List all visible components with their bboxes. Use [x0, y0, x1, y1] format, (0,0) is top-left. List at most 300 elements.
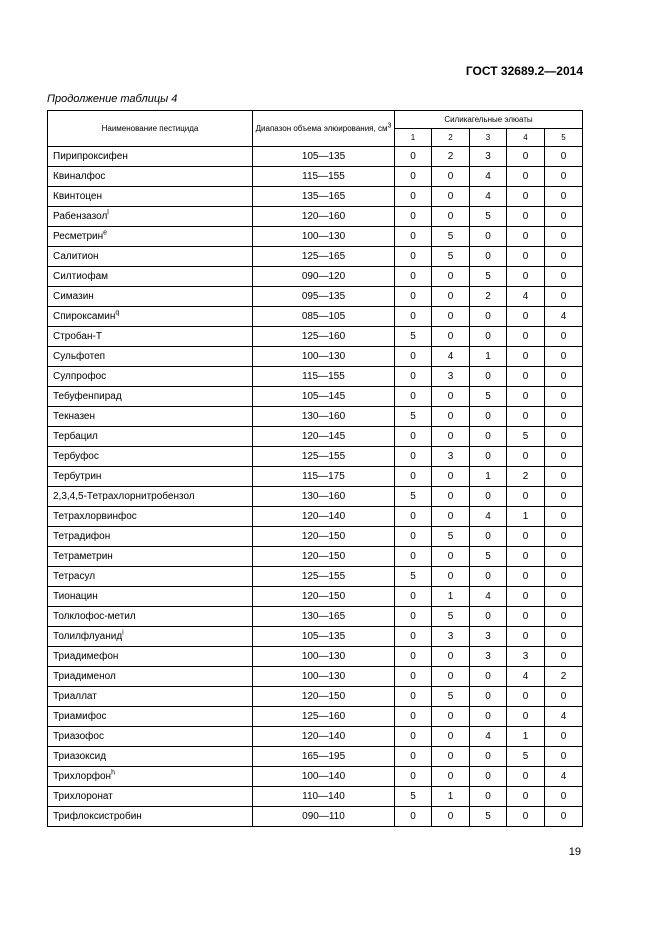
eluate-value-5: 0 — [545, 147, 583, 167]
eluate-value-4: 3 — [507, 647, 545, 667]
elution-range: 085—105 — [253, 307, 395, 327]
eluate-value-5: 2 — [545, 667, 583, 687]
eluate-value-1: 0 — [395, 727, 432, 747]
pesticide-name-text: 2,3,4,5-Тетрахлорнитробензол — [53, 491, 195, 502]
footnote-mark: l — [107, 209, 109, 217]
elution-range: 100—130 — [253, 227, 395, 247]
eluate-value-1: 0 — [395, 387, 432, 407]
eluate-value-1: 0 — [395, 507, 432, 527]
eluate-value-4: 0 — [507, 447, 545, 467]
eluate-value-3: 0 — [470, 487, 507, 507]
eluate-value-1: 0 — [395, 347, 432, 367]
pesticide-name-text: Триадимефон — [53, 651, 119, 662]
eluate-value-4: 0 — [507, 687, 545, 707]
pesticide-name — [48, 447, 253, 467]
pesticide-name-text: Тионацин — [53, 591, 98, 602]
elution-range: 090—110 — [253, 807, 395, 827]
eluate-value-5: 0 — [545, 507, 583, 527]
pesticide-name-text: Сулпрофос — [53, 371, 107, 382]
table-row — [48, 607, 583, 627]
pesticide-name — [48, 807, 253, 827]
eluate-value-4: 0 — [507, 227, 545, 247]
header-pesticide-name: Наименование пестицида — [48, 111, 253, 147]
footnote-mark: q — [115, 309, 120, 317]
table-row — [48, 647, 583, 667]
eluate-value-4: 0 — [507, 407, 545, 427]
eluate-value-3: 0 — [470, 327, 507, 347]
eluate-value-4: 0 — [507, 187, 545, 207]
header-elution-range-sup: 3 — [387, 122, 392, 130]
eluate-value-5: 0 — [545, 187, 583, 207]
eluate-value-4: 4 — [507, 667, 545, 687]
eluate-value-1: 5 — [395, 407, 432, 427]
eluate-value-4: 0 — [507, 347, 545, 367]
pesticide-name-text: Стробан-Т — [53, 331, 102, 342]
pesticide-name-text: Рабензазол — [53, 211, 108, 222]
pesticide-name-text: Тетрасул — [53, 571, 96, 582]
eluate-value-4: 2 — [507, 467, 545, 487]
pesticide-name-text: Сульфотеп — [53, 351, 106, 362]
eluate-value-2: 0 — [432, 307, 470, 327]
page-number: 19 — [568, 846, 581, 858]
standard-number: ГОСТ 32689.2—2014 — [465, 64, 583, 78]
elution-range: 115—155 — [253, 367, 395, 387]
pesticide-name-text: Тетраметрин — [53, 551, 113, 562]
eluate-value-3: 3 — [470, 627, 507, 647]
pesticide-name-text: Трихлорфон — [53, 771, 112, 782]
pesticide-name — [48, 767, 253, 787]
pesticide-name — [48, 567, 253, 587]
header-eluate-1: 1 — [395, 129, 432, 147]
eluate-value-4: 0 — [507, 627, 545, 647]
eluate-value-1: 0 — [395, 707, 432, 727]
eluate-value-1: 0 — [395, 447, 432, 467]
header-eluates: Силикагельные элюаты — [395, 111, 583, 129]
pesticide-name-text: Квиналфос — [53, 171, 106, 182]
eluate-value-3: 0 — [470, 247, 507, 267]
eluate-value-2: 0 — [432, 507, 470, 527]
eluate-value-2: 0 — [432, 547, 470, 567]
eluate-value-5: 0 — [545, 367, 583, 387]
elution-range: 100—130 — [253, 347, 395, 367]
eluate-value-3: 5 — [470, 387, 507, 407]
eluate-value-3: 3 — [470, 647, 507, 667]
pesticide-name — [48, 407, 253, 427]
eluate-value-3: 5 — [470, 267, 507, 287]
elution-range: 130—160 — [253, 407, 395, 427]
table-row — [48, 387, 583, 407]
pesticide-name — [48, 647, 253, 667]
pesticide-name — [48, 747, 253, 767]
eluate-value-5: 0 — [545, 647, 583, 667]
eluate-value-3: 3 — [470, 147, 507, 167]
eluate-value-5: 0 — [545, 627, 583, 647]
footnote-mark: e — [103, 229, 108, 237]
elution-range: 110—140 — [253, 787, 395, 807]
eluate-value-2: 0 — [432, 667, 470, 687]
eluate-value-2: 0 — [432, 807, 470, 827]
eluate-value-5: 0 — [545, 387, 583, 407]
eluate-value-2: 0 — [432, 387, 470, 407]
pesticide-name-text: Трихлоронат — [53, 791, 113, 802]
elution-range: 090—120 — [253, 267, 395, 287]
eluate-value-1: 0 — [395, 187, 432, 207]
table-row — [48, 587, 583, 607]
eluate-value-2: 5 — [432, 687, 470, 707]
elution-range: 115—155 — [253, 167, 395, 187]
pesticide-name-text: Симазин — [53, 291, 94, 302]
eluate-value-2: 0 — [432, 467, 470, 487]
eluate-value-5: 0 — [545, 407, 583, 427]
elution-range: 105—135 — [253, 627, 395, 647]
pesticide-name-text: Триазофос — [53, 731, 104, 742]
eluate-value-3: 0 — [470, 307, 507, 327]
eluate-value-4: 0 — [507, 767, 545, 787]
eluate-value-5: 4 — [545, 307, 583, 327]
elution-range: 125—155 — [253, 447, 395, 467]
eluate-value-5: 0 — [545, 227, 583, 247]
table-row — [48, 747, 583, 767]
eluate-value-2: 0 — [432, 167, 470, 187]
pesticide-name-text: Тербацил — [53, 431, 98, 442]
eluate-value-3: 4 — [470, 587, 507, 607]
eluate-value-5: 0 — [545, 727, 583, 747]
table-row — [48, 267, 583, 287]
eluate-value-4: 4 — [507, 287, 545, 307]
eluate-value-4: 0 — [507, 147, 545, 167]
eluate-value-3: 0 — [470, 607, 507, 627]
eluate-value-2: 1 — [432, 587, 470, 607]
eluate-value-5: 0 — [545, 587, 583, 607]
elution-range: 125—165 — [253, 247, 395, 267]
eluate-value-2: 0 — [432, 207, 470, 227]
eluate-value-1: 5 — [395, 327, 432, 347]
eluate-value-3: 2 — [470, 287, 507, 307]
pesticide-name — [48, 147, 253, 167]
eluate-value-5: 0 — [545, 487, 583, 507]
pesticide-name-text: Трифлоксистробин — [53, 811, 142, 822]
eluate-value-5: 0 — [545, 807, 583, 827]
eluate-value-1: 0 — [395, 307, 432, 327]
table-row — [48, 527, 583, 547]
eluate-value-3: 4 — [470, 507, 507, 527]
eluate-value-2: 0 — [432, 267, 470, 287]
eluate-value-5: 0 — [545, 287, 583, 307]
pesticide-name — [48, 167, 253, 187]
eluate-value-3: 4 — [470, 727, 507, 747]
eluate-value-1: 0 — [395, 247, 432, 267]
eluate-value-4: 0 — [507, 567, 545, 587]
eluate-value-5: 0 — [545, 167, 583, 187]
pesticide-name — [48, 207, 253, 227]
eluate-value-1: 0 — [395, 207, 432, 227]
elution-range: 125—155 — [253, 567, 395, 587]
eluate-value-4: 1 — [507, 507, 545, 527]
eluate-value-1: 0 — [395, 767, 432, 787]
eluate-value-1: 5 — [395, 567, 432, 587]
eluate-value-3: 5 — [470, 807, 507, 827]
eluate-value-2: 4 — [432, 347, 470, 367]
footnote-mark: i — [122, 629, 124, 637]
table-row — [48, 787, 583, 807]
elution-range: 105—145 — [253, 387, 395, 407]
eluate-value-1: 0 — [395, 467, 432, 487]
pesticide-name-text: Спироксамин — [53, 311, 116, 322]
eluate-value-1: 0 — [395, 587, 432, 607]
eluate-value-4: 0 — [507, 587, 545, 607]
table-row — [48, 427, 583, 447]
pesticide-name-text: Толклофос-метил — [53, 611, 136, 622]
eluate-value-4: 0 — [507, 327, 545, 347]
table-row — [48, 247, 583, 267]
eluate-value-1: 0 — [395, 627, 432, 647]
table-row — [48, 687, 583, 707]
pesticide-name-text: Толилфлуанид — [53, 631, 123, 642]
eluate-value-3: 4 — [470, 187, 507, 207]
pesticide-name-text: Триадименол — [53, 671, 116, 682]
pesticide-name — [48, 707, 253, 727]
eluate-value-4: 0 — [507, 607, 545, 627]
eluate-value-4: 0 — [507, 487, 545, 507]
pesticide-name-text: Тебуфенпирад — [53, 391, 122, 402]
pesticide-name — [48, 287, 253, 307]
eluate-value-3: 0 — [470, 667, 507, 687]
elution-range: 120—160 — [253, 207, 395, 227]
pesticide-name-text: Триамифос — [53, 711, 107, 722]
footnote-mark: h — [111, 769, 115, 777]
eluate-value-2: 1 — [432, 787, 470, 807]
elution-range: 120—150 — [253, 547, 395, 567]
eluate-value-2: 0 — [432, 707, 470, 727]
table-row — [48, 447, 583, 467]
elution-range: 125—160 — [253, 707, 395, 727]
pesticide-name-text: Тетрадифон — [53, 531, 111, 542]
eluate-value-5: 0 — [545, 527, 583, 547]
eluate-value-5: 0 — [545, 607, 583, 627]
table-row — [48, 407, 583, 427]
table-row — [48, 227, 583, 247]
table-row — [48, 547, 583, 567]
pesticide-table — [47, 110, 583, 827]
pesticide-name-text: Триаллат — [53, 691, 97, 702]
eluate-value-2: 3 — [432, 447, 470, 467]
eluate-value-3: 0 — [470, 787, 507, 807]
eluate-value-3: 0 — [470, 367, 507, 387]
pesticide-name — [48, 427, 253, 447]
eluate-value-5: 0 — [545, 747, 583, 767]
eluate-value-5: 0 — [545, 547, 583, 567]
eluate-value-2: 0 — [432, 327, 470, 347]
elution-range: 130—160 — [253, 487, 395, 507]
pesticide-name — [48, 507, 253, 527]
pesticide-name — [48, 667, 253, 687]
table-row — [48, 327, 583, 347]
eluate-value-3: 0 — [470, 567, 507, 587]
pesticide-name — [48, 267, 253, 287]
eluate-value-4: 0 — [507, 267, 545, 287]
pesticide-name-text: Тетрахлорвинфос — [53, 511, 137, 522]
eluate-value-1: 0 — [395, 687, 432, 707]
eluate-value-2: 2 — [432, 147, 470, 167]
eluate-value-3: 4 — [470, 167, 507, 187]
pesticide-name-text: Квинтоцен — [53, 191, 102, 202]
eluate-value-5: 0 — [545, 207, 583, 227]
eluate-value-1: 0 — [395, 547, 432, 567]
table-row — [48, 707, 583, 727]
eluate-value-1: 0 — [395, 267, 432, 287]
eluate-value-1: 0 — [395, 287, 432, 307]
eluate-value-2: 5 — [432, 227, 470, 247]
eluate-value-2: 0 — [432, 767, 470, 787]
eluate-value-4: 0 — [507, 387, 545, 407]
table-row — [48, 207, 583, 227]
eluate-value-5: 0 — [545, 267, 583, 287]
eluate-value-3: 5 — [470, 547, 507, 567]
eluate-value-3: 1 — [470, 467, 507, 487]
eluate-value-1: 0 — [395, 807, 432, 827]
eluate-value-3: 5 — [470, 207, 507, 227]
eluate-value-4: 0 — [507, 787, 545, 807]
pesticide-name — [48, 587, 253, 607]
pesticide-name — [48, 247, 253, 267]
header-eluate-4: 4 — [507, 129, 545, 147]
pesticide-name-text: Силтиофам — [53, 271, 109, 282]
eluate-value-2: 3 — [432, 367, 470, 387]
pesticide-name-text: Ресметрин — [53, 231, 104, 242]
elution-range: 120—140 — [253, 727, 395, 747]
eluate-value-2: 0 — [432, 187, 470, 207]
eluate-value-2: 5 — [432, 607, 470, 627]
eluate-value-4: 0 — [507, 167, 545, 187]
eluate-value-5: 0 — [545, 447, 583, 467]
eluate-value-1: 0 — [395, 667, 432, 687]
table-row — [48, 147, 583, 167]
eluate-value-2: 0 — [432, 647, 470, 667]
eluate-value-4: 0 — [507, 527, 545, 547]
eluate-value-5: 0 — [545, 427, 583, 447]
eluate-value-1: 5 — [395, 787, 432, 807]
pesticide-name — [48, 387, 253, 407]
pesticide-name — [48, 687, 253, 707]
table-row — [48, 807, 583, 827]
pesticide-name — [48, 307, 253, 327]
pesticide-name-text: Тербутрин — [53, 471, 102, 482]
eluate-value-4: 0 — [507, 807, 545, 827]
pesticide-name — [48, 787, 253, 807]
elution-range: 120—150 — [253, 527, 395, 547]
eluate-value-4: 0 — [507, 307, 545, 327]
pesticide-name-text: Тербуфос — [53, 451, 99, 462]
pesticide-name — [48, 327, 253, 347]
eluate-value-5: 4 — [545, 707, 583, 727]
elution-range: 120—140 — [253, 507, 395, 527]
pesticide-name — [48, 467, 253, 487]
eluate-value-4: 0 — [507, 547, 545, 567]
pesticide-name-text: Пирипроксифен — [53, 151, 128, 162]
eluate-value-5: 0 — [545, 347, 583, 367]
elution-range: 105—135 — [253, 147, 395, 167]
eluate-value-1: 0 — [395, 527, 432, 547]
pesticide-name — [48, 347, 253, 367]
elution-range: 095—135 — [253, 287, 395, 307]
table-row — [48, 727, 583, 747]
eluate-value-5: 4 — [545, 767, 583, 787]
eluate-value-5: 0 — [545, 787, 583, 807]
table-row — [48, 567, 583, 587]
pesticide-name — [48, 607, 253, 627]
pesticide-name — [48, 727, 253, 747]
elution-range: 120—150 — [253, 587, 395, 607]
header-eluate-3: 3 — [470, 129, 507, 147]
eluate-value-3: 0 — [470, 447, 507, 467]
eluate-value-2: 0 — [432, 287, 470, 307]
table-row — [48, 627, 583, 647]
table-row — [48, 487, 583, 507]
eluate-value-1: 0 — [395, 227, 432, 247]
pesticide-name — [48, 627, 253, 647]
header-elution-range — [253, 111, 395, 147]
eluate-value-4: 5 — [507, 747, 545, 767]
pesticide-name-text: Текназен — [53, 411, 96, 422]
eluate-value-1: 0 — [395, 167, 432, 187]
eluate-value-1: 0 — [395, 427, 432, 447]
table-row — [48, 367, 583, 387]
elution-range: 135—165 — [253, 187, 395, 207]
eluate-value-4: 0 — [507, 207, 545, 227]
eluate-value-3: 0 — [470, 227, 507, 247]
eluate-value-5: 0 — [545, 327, 583, 347]
table-row — [48, 187, 583, 207]
table-row — [48, 307, 583, 327]
eluate-value-4: 0 — [507, 707, 545, 727]
header-eluate-2: 2 — [432, 129, 470, 147]
eluate-value-1: 5 — [395, 487, 432, 507]
eluate-value-5: 0 — [545, 467, 583, 487]
table-row — [48, 767, 583, 787]
eluate-value-3: 0 — [470, 427, 507, 447]
header-elution-range-text: Диапазон объема элюирования, см — [255, 124, 388, 133]
elution-range: 120—150 — [253, 687, 395, 707]
eluate-value-5: 0 — [545, 687, 583, 707]
eluate-value-2: 0 — [432, 427, 470, 447]
eluate-value-2: 0 — [432, 487, 470, 507]
elution-range: 120—145 — [253, 427, 395, 447]
eluate-value-4: 5 — [507, 427, 545, 447]
elution-range: 100—130 — [253, 667, 395, 687]
eluate-value-1: 0 — [395, 747, 432, 767]
eluate-value-3: 1 — [470, 347, 507, 367]
eluate-value-2: 0 — [432, 567, 470, 587]
eluate-value-3: 0 — [470, 707, 507, 727]
pesticide-name-text: Триазоксид — [53, 751, 107, 762]
pesticide-name — [48, 527, 253, 547]
elution-range: 100—140 — [253, 767, 395, 787]
eluate-value-1: 0 — [395, 147, 432, 167]
elution-range: 125—160 — [253, 327, 395, 347]
eluate-value-2: 5 — [432, 527, 470, 547]
table-row — [48, 167, 583, 187]
table-row — [48, 507, 583, 527]
table-row — [48, 287, 583, 307]
eluate-value-5: 0 — [545, 567, 583, 587]
eluate-value-3: 0 — [470, 687, 507, 707]
table-row — [48, 347, 583, 367]
pesticide-name — [48, 487, 253, 507]
eluate-value-1: 0 — [395, 367, 432, 387]
eluate-value-1: 0 — [395, 607, 432, 627]
header-eluate-5: 5 — [545, 129, 583, 147]
eluate-value-2: 5 — [432, 247, 470, 267]
